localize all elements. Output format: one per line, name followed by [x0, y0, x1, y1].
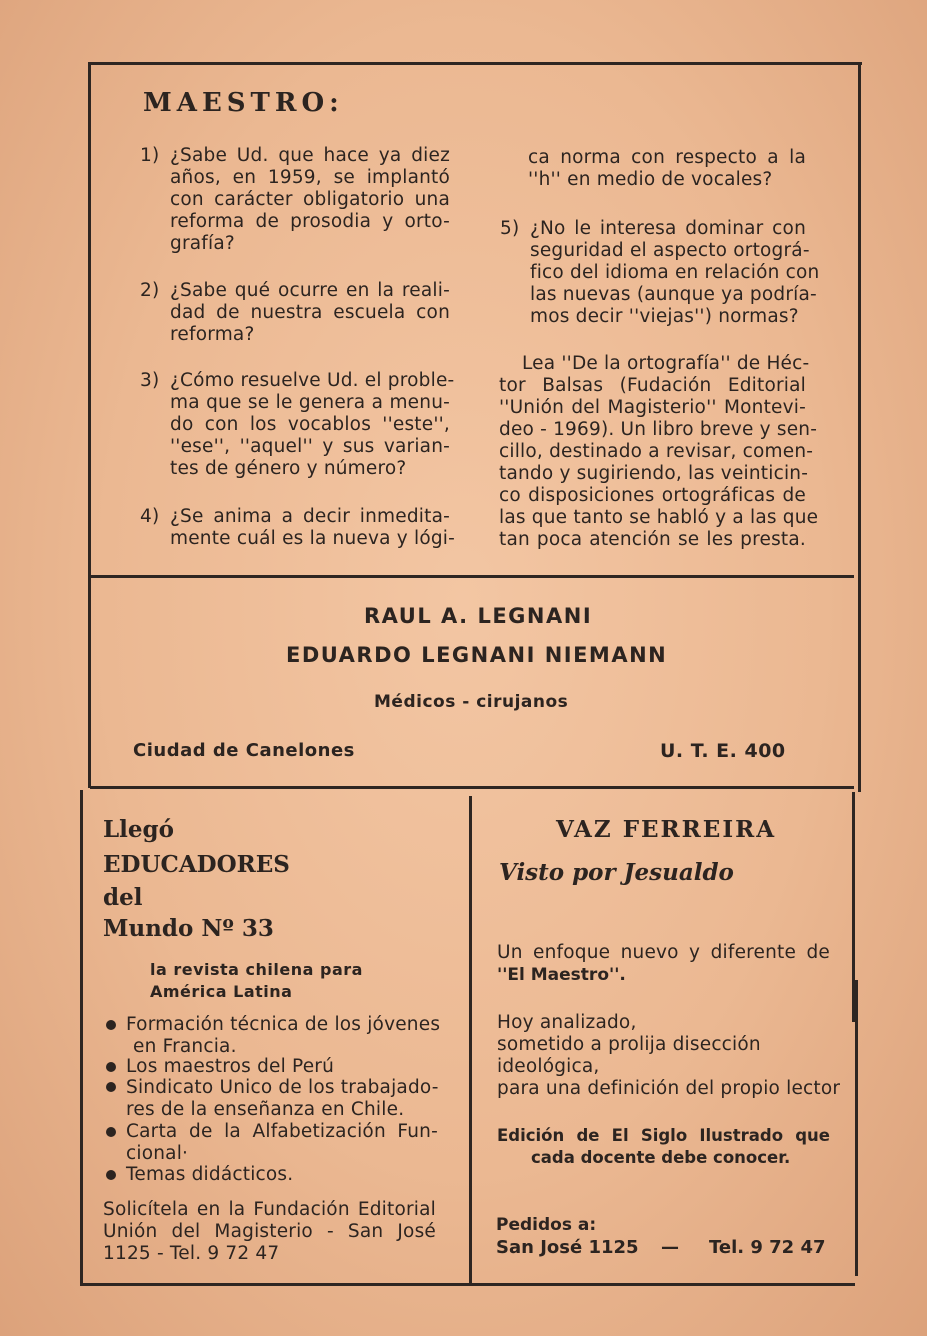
- paragraph-line: para una definición del propio lector: [497, 1078, 841, 1099]
- list-item: Sindicato Unico de los trabajado-: [126, 1077, 439, 1098]
- doctor-phone: U. T. E. 400: [660, 740, 786, 762]
- question-number: 1): [140, 145, 160, 166]
- vaz-subtitle: Visto por Jesualdo: [499, 859, 734, 886]
- doctor-name-2: EDUARDO LEGNANI NIEMANN: [286, 643, 668, 667]
- educadores-subtitle-line: América Latina: [150, 982, 293, 1001]
- question-line: mente cuál es la nueva y lógi-: [170, 528, 455, 549]
- question-number: 3): [140, 370, 160, 391]
- frame-left-rule: [88, 62, 91, 788]
- vaz-address: San José 1125: [496, 1237, 639, 1258]
- question-line: ma que se le genera a menu-: [170, 392, 450, 413]
- maestro-heading: MAESTRO:: [143, 88, 344, 118]
- question-line: dad de nuestra escuela con: [170, 302, 450, 323]
- vaz-title: VAZ FERREIRA: [556, 816, 777, 843]
- question-line: reforma?: [170, 324, 255, 345]
- paragraph-line: co disposiciones ortográficas de: [499, 485, 806, 506]
- paragraph-line: ideológica,: [497, 1056, 600, 1077]
- divider-rule-2: [90, 786, 854, 789]
- educadores-subtitle-line: la revista chilena para: [150, 960, 363, 979]
- list-item: Los maestros del Perú: [126, 1056, 335, 1077]
- vaz-pedidos-label: Pedidos a:: [496, 1215, 597, 1235]
- list-item: res de la enseñanza en Chile.: [126, 1099, 405, 1120]
- order-line: Unión del Magisterio - San José: [103, 1221, 436, 1242]
- title-line: Mundo Nº 33: [103, 915, 274, 942]
- frame-right-rule: [858, 62, 861, 792]
- question-line: años, en 1959, se implantó: [170, 167, 450, 188]
- question-line: ¿Cómo resuelve Ud. el proble-: [170, 370, 455, 391]
- question-line: ¿Sabe qué ocurre en la reali-: [170, 280, 450, 301]
- bullet-icon: [106, 1127, 116, 1137]
- question-line: con carácter obligatorio una: [170, 189, 450, 210]
- list-item: Carta de la Alfabetización Fun-: [126, 1121, 438, 1142]
- frame-bottom-rule: [80, 1283, 855, 1286]
- question-line: ''ese'', ''aquel'' y sus varian-: [170, 436, 450, 457]
- paragraph-line: cada docente debe conocer.: [531, 1148, 791, 1167]
- bullet-icon: [106, 1082, 116, 1092]
- question-line: ¿Sabe Ud. que hace ya diez: [170, 145, 450, 166]
- paragraph-line: las que tanto se habló y a las que: [499, 507, 819, 528]
- list-item: en Francia.: [133, 1036, 237, 1057]
- bullet-icon: [106, 1170, 116, 1180]
- question-number: 5): [500, 218, 520, 239]
- doctor-specialty: Médicos - cirujanos: [374, 692, 569, 712]
- question-line: ¿Se anima a decir inmedita-: [170, 506, 450, 527]
- question-line: mos decir ''viejas'') normas?: [530, 306, 799, 327]
- paragraph-line: tando y sugiriendo, las veinticin-: [499, 463, 809, 484]
- paragraph-line: tan poca atención se les presta.: [499, 529, 806, 550]
- order-line: Solicítela en la Fundación Editorial: [103, 1199, 436, 1220]
- list-item: cional·: [126, 1143, 189, 1164]
- question-number: 2): [140, 280, 160, 301]
- paragraph-line: ''Unión del Magisterio'' Montevi-: [499, 397, 806, 418]
- question-line: reforma de prosodia y orto-: [170, 211, 450, 232]
- list-item: Formación técnica de los jóvenes: [126, 1014, 441, 1035]
- question-line: do con los vocablos ''este'',: [170, 414, 450, 435]
- title-line: del: [103, 884, 143, 911]
- list-item: Temas didácticos.: [126, 1164, 294, 1185]
- question-line: tes de género y número?: [170, 458, 407, 479]
- frame-right-rule-lower-2: [855, 980, 858, 1276]
- question-line: fico del idioma en relación con: [530, 262, 820, 283]
- bullet-icon: [106, 1020, 116, 1030]
- title-line: Llegó: [103, 816, 174, 843]
- order-line: 1125 - Tel. 9 72 47: [103, 1243, 280, 1264]
- bullet-icon: [106, 1062, 116, 1072]
- paragraph-line: cillo, destinado a revisar, comen-: [499, 441, 814, 462]
- doctor-city: Ciudad de Canelones: [133, 740, 355, 761]
- question-line: ca norma con respecto a la: [528, 147, 806, 168]
- question-line: ¿No le interesa dominar con: [530, 218, 806, 239]
- question-line: ''h'' en medio de vocales?: [528, 169, 773, 190]
- vaz-dash: —: [661, 1237, 679, 1258]
- paragraph-line: deo - 1969). Un libro breve y sen-: [499, 419, 818, 440]
- paragraph-line: Hoy analizado,: [497, 1012, 637, 1033]
- question-number: 4): [140, 506, 160, 527]
- frame-left-rule-lower: [80, 790, 83, 1284]
- doctor-name-1: RAUL A. LEGNANI: [364, 604, 593, 628]
- vaz-phone: Tel. 9 72 47: [709, 1237, 826, 1258]
- paragraph-line: Lea ''De la ortografía'' de Héc-: [522, 353, 810, 374]
- paragraph-line: sometido a prolija disección: [497, 1034, 761, 1055]
- column-divider-rule: [469, 796, 472, 1284]
- paragraph-line: ''El Maestro''.: [497, 965, 626, 985]
- question-line: las nuevas (aunque ya podría-: [530, 284, 817, 305]
- paragraph-line: tor Balsas (Fudación Editorial: [499, 375, 806, 396]
- frame-top-rule: [88, 62, 862, 65]
- title-line: EDUCADORES: [103, 851, 290, 878]
- question-line: seguridad el aspecto ortográ-: [530, 240, 810, 261]
- paragraph-line: Un enfoque nuevo y diferente de: [497, 942, 830, 963]
- paragraph-line: Edición de El Siglo Ilustrado que: [497, 1126, 830, 1145]
- divider-rule-1: [90, 575, 854, 578]
- question-line: grafía?: [170, 233, 235, 254]
